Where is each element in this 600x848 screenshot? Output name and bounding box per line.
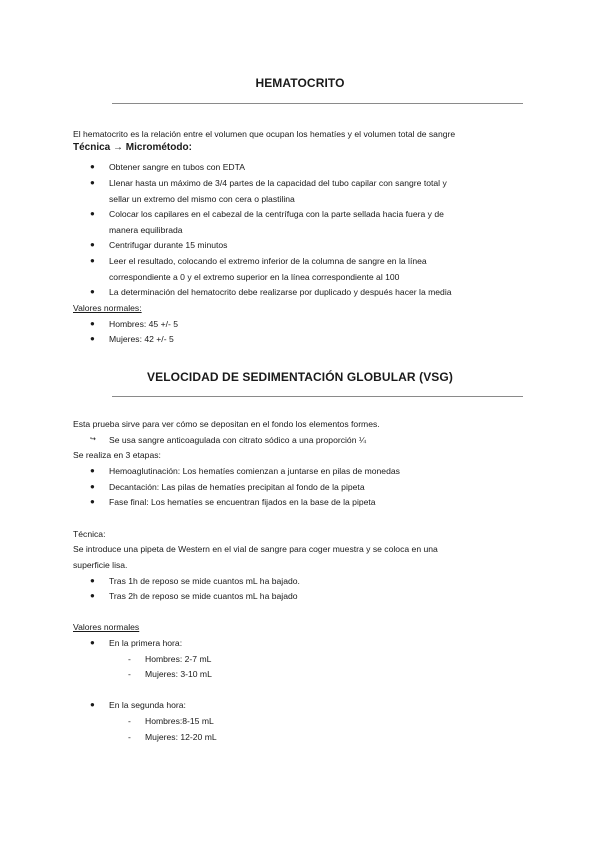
bullet-icon: ●	[90, 482, 95, 491]
hematocrito-valores-heading: Valores normales:	[73, 303, 142, 313]
bullet-icon: ●	[90, 178, 95, 187]
bullet-icon: ●	[90, 700, 95, 709]
valor-mujeres: Mujeres: 42 +/- 5	[109, 334, 174, 344]
bullet-icon: ●	[90, 497, 95, 506]
arrow-icon: ↪	[90, 436, 96, 443]
hematocrito-step: Llenar hasta un máximo de 3/4 partes de la capacidad del tubo capilar con sangre total y	[109, 178, 447, 188]
vsg-etapa: Hemoaglutinación: Los hematíes comienzan a juntarse en pilas de monedas	[109, 466, 400, 476]
dash-icon: -	[128, 669, 131, 679]
section-title-vsg: VELOCIDAD DE SEDIMENTACIÓN GLOBULAR (VSG)	[147, 370, 453, 384]
bullet-icon: ●	[90, 240, 95, 249]
hematocrito-step-continuation: correspondiente a 0 y el extremo superior en la línea correspondiente al 100	[109, 272, 400, 282]
vsg-segunda-mujeres: Mujeres: 12-20 mL	[145, 732, 217, 742]
vsg-primera-hora: En la primera hora:	[109, 638, 183, 648]
title-divider	[112, 396, 523, 397]
hematocrito-step-continuation: sellar un extremo del mismo con cera o plastilina	[109, 194, 295, 204]
bullet-icon: ●	[90, 576, 95, 585]
vsg-etapas-heading: Se realiza en 3 etapas:	[73, 450, 161, 460]
bullet-icon: ●	[90, 466, 95, 475]
vsg-primera-hombres: Hombres: 2-7 mL	[145, 654, 212, 664]
bullet-icon: ●	[90, 591, 95, 600]
vsg-segunda-hombres: Hombres:8-15 mL	[145, 716, 214, 726]
hematocrito-step: Centrifugar durante 15 minutos	[109, 240, 228, 250]
hematocrito-step: Obtener sangre en tubos con EDTA	[109, 162, 245, 172]
hematocrito-tecnica-heading: Técnica → Micrométodo:	[73, 142, 192, 153]
hematocrito-step: Leer el resultado, colocando el extremo inferior de la columna de sangre en la línea	[109, 256, 427, 266]
vsg-tecnica-step: Tras 2h de reposo se mide cuantos mL ha bajado	[109, 591, 298, 601]
vsg-etapa: Decantación: Las pilas de hematíes precipitan al fondo de la pipeta	[109, 482, 365, 492]
vsg-tecnica-text-continuation: superficie lisa.	[73, 560, 128, 570]
vsg-tecnica-text: Se introduce una pipeta de Western en el vial de sangre para coger muestra y se coloca en una	[73, 544, 438, 554]
bullet-icon: ●	[90, 209, 95, 218]
vsg-arrow-note: Se usa sangre anticoagulada con citrato sódico a una proporción ¼	[109, 435, 367, 445]
bullet-icon: ●	[90, 638, 95, 647]
hematocrito-intro: El hematocrito es la relación entre el volumen que ocupan los hematíes y el volumen total de sangre	[73, 129, 456, 139]
vsg-tecnica-step: Tras 1h de reposo se mide cuantos mL ha bajado.	[109, 576, 300, 586]
valor-hombres: Hombres: 45 +/- 5	[109, 319, 179, 329]
hematocrito-step: Colocar los capilares en el cabezal de la centrífuga con la parte sellada hacia fuera y de	[109, 209, 444, 219]
hematocrito-step-continuation: manera equilibrada	[109, 225, 183, 235]
dash-icon: -	[128, 716, 131, 726]
section-title-hematocrito: HEMATOCRITO	[255, 76, 345, 90]
bullet-icon: ●	[90, 319, 95, 328]
vsg-valores-heading: Valores normales	[73, 622, 140, 632]
hematocrito-step: La determinación del hematocrito debe realizarse por duplicado y después hacer la media	[109, 287, 452, 297]
vsg-tecnica-heading: Técnica:	[73, 529, 106, 539]
bullet-icon: ●	[90, 334, 95, 343]
bullet-icon: ●	[90, 256, 95, 265]
bullet-icon: ●	[90, 162, 95, 171]
vsg-segunda-hora: En la segunda hora:	[109, 700, 186, 710]
vsg-etapa: Fase final: Los hematíes se encuentran fijados en la base de la pipeta	[109, 497, 376, 507]
vsg-primera-mujeres: Mujeres: 3-10 mL	[145, 669, 212, 679]
bullet-icon: ●	[90, 287, 95, 296]
title-divider	[112, 103, 523, 104]
dash-icon: -	[128, 732, 131, 742]
dash-icon: -	[128, 654, 131, 664]
vsg-intro: Esta prueba sirve para ver cómo se depositan en el fondo los elementos formes.	[73, 419, 380, 429]
